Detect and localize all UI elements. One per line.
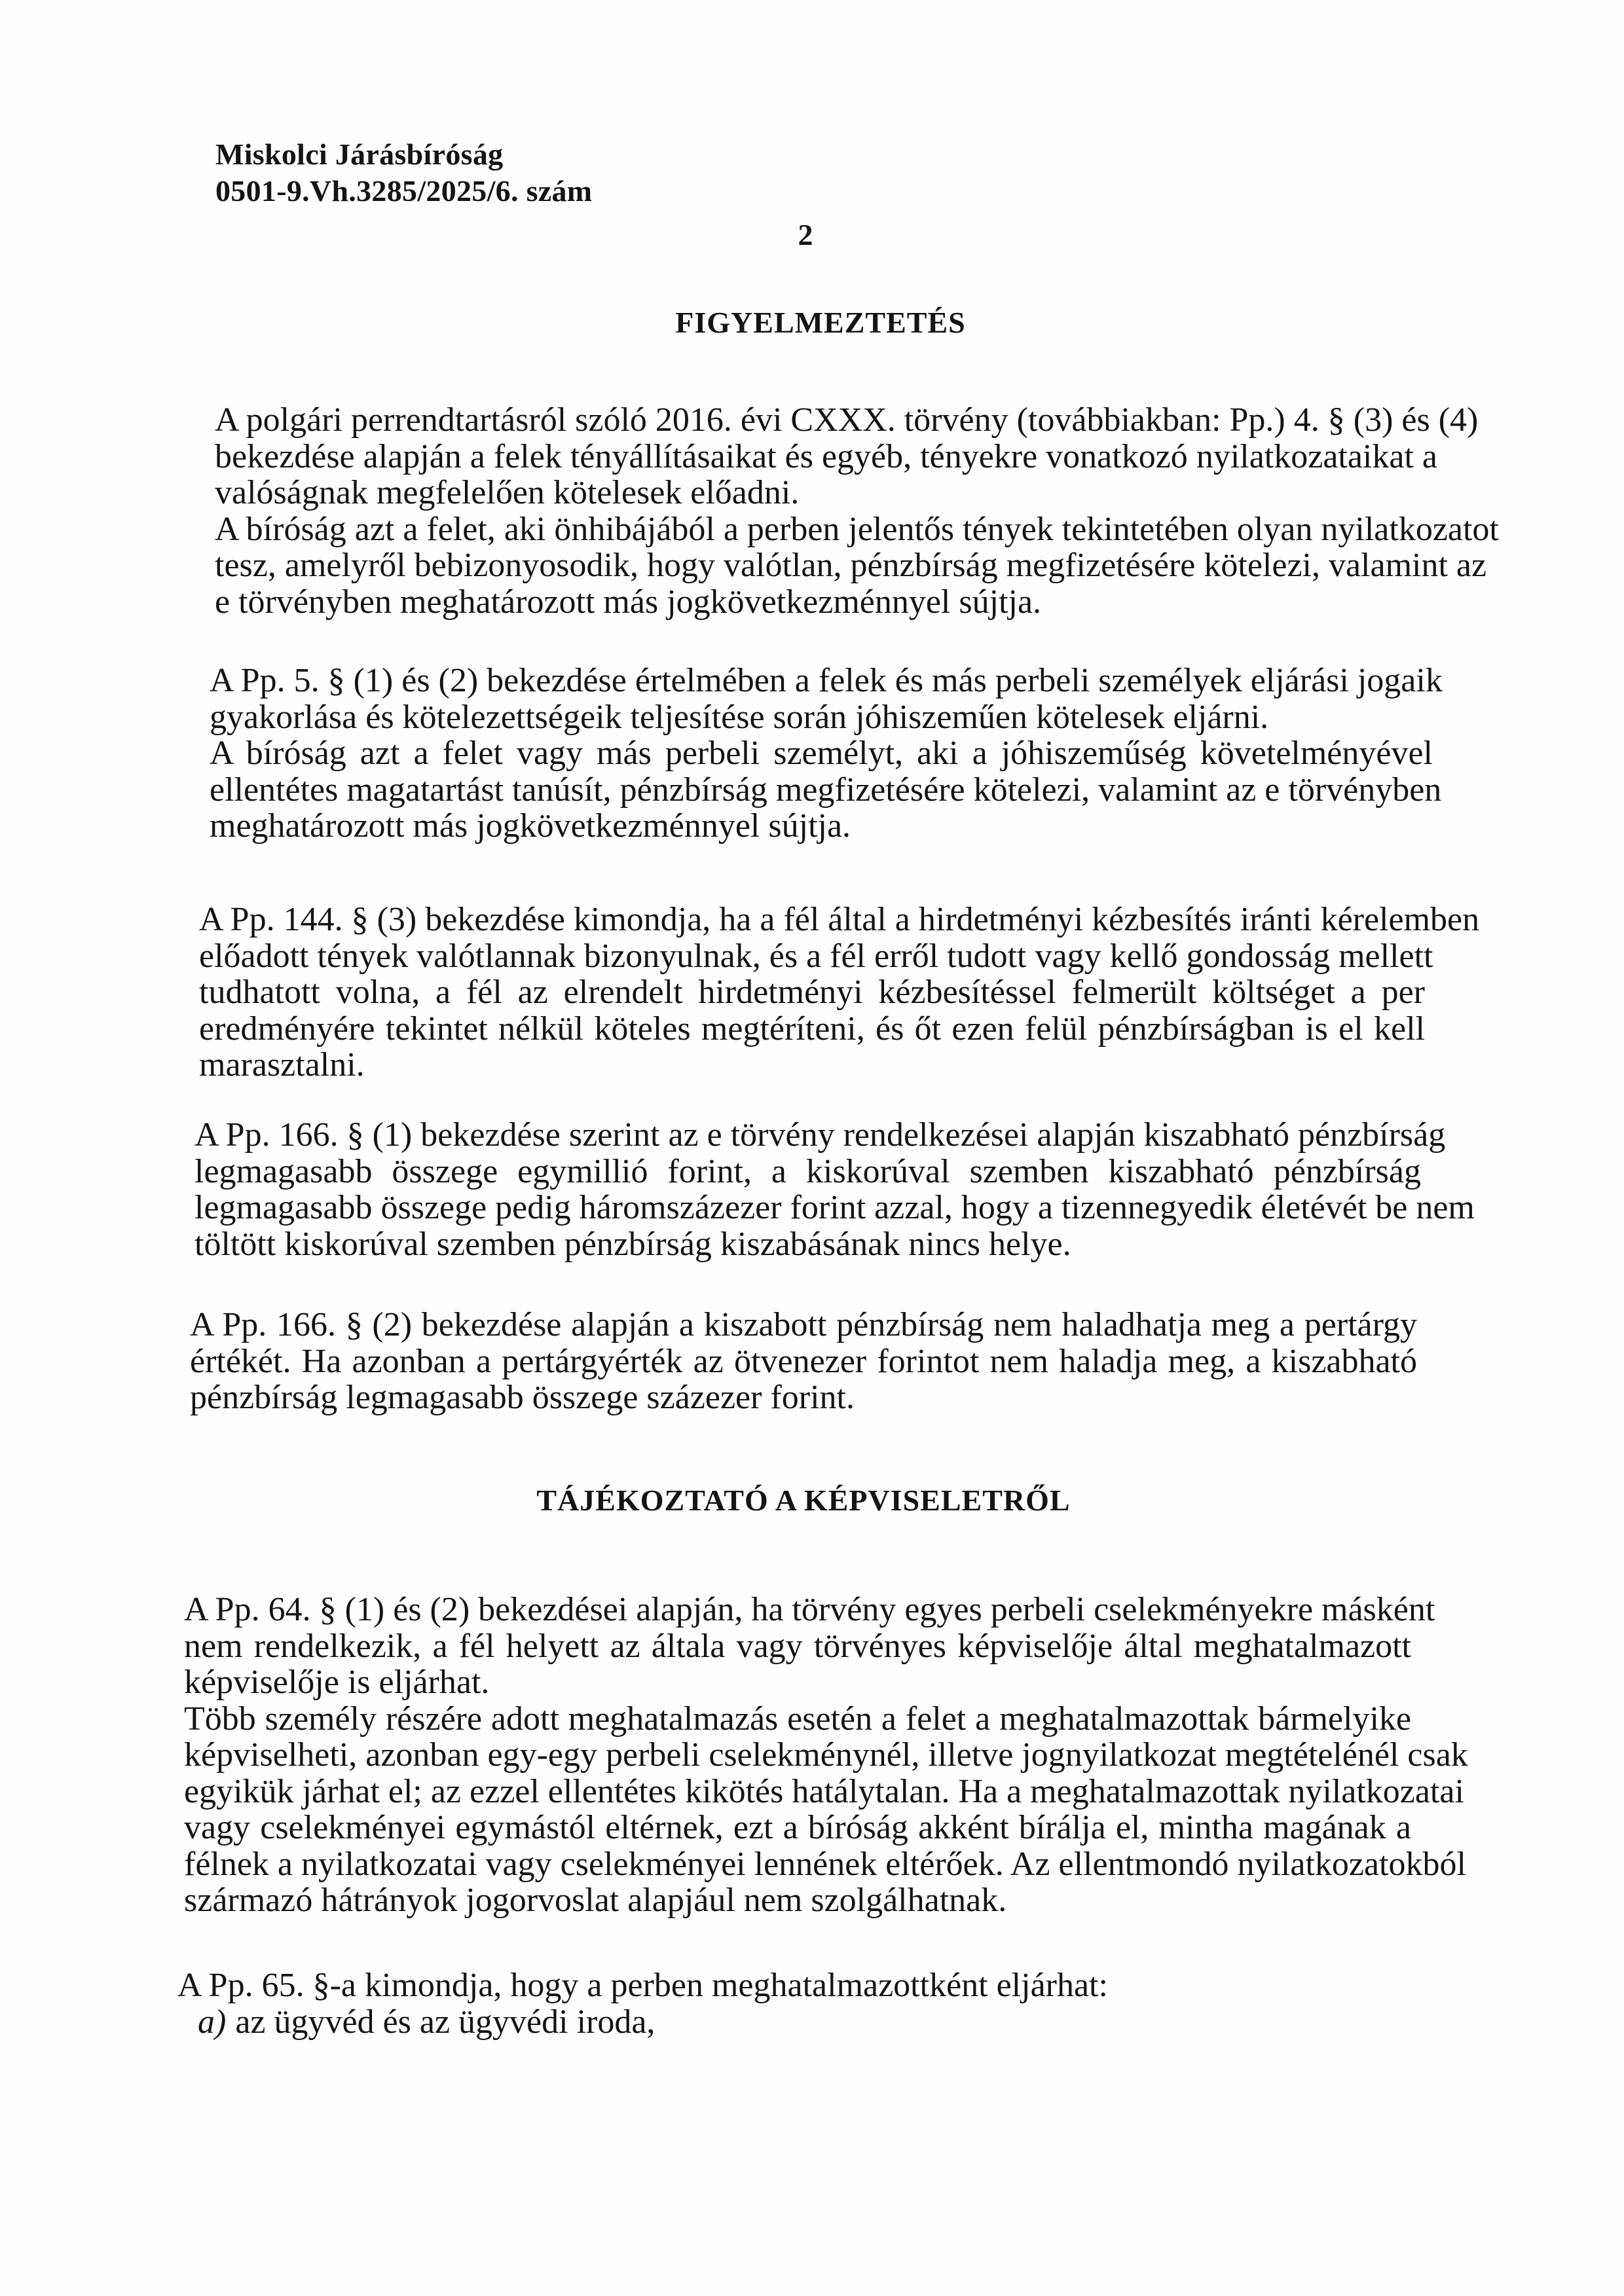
text-line: származó hátrányok jogorvoslat alapjául nem szolgálhatnak. xyxy=(184,1882,1007,1919)
text-line: A polgári perrendtartásról szóló 2016. évi CXXX. törvény (továbbiakban: Pp.) 4. § (3) és (4) xyxy=(215,401,1479,439)
paragraph-pp-5 xyxy=(210,662,1443,845)
list-item-text: az ügyvéd és az ügyvédi iroda, xyxy=(235,2003,655,2041)
text-line: tesz, amelyről bebizonyosodik, hogy valótlan, pénzbírság megfizetésére kötelezi, valamint az xyxy=(215,547,1487,584)
text-line: A bíróság azt a felet vagy más perbeli személyt, aki a jóhiszeműség követelményével xyxy=(210,735,1433,772)
text-line: A Pp. 65. §-a kimondja, hogy a perben meghatalmazottként eljárhat: xyxy=(177,1967,1108,2004)
text-line: nem rendelkezik, a fél helyett az általa vagy törvényes képviselője által meghatalmazott xyxy=(184,1627,1411,1665)
text-line: marasztalni. xyxy=(199,1046,365,1084)
section-title-warning: FIGYELMEZTETÉS xyxy=(675,306,966,339)
paragraph-pp-4 xyxy=(215,401,1499,621)
paragraph-pp-166-1 xyxy=(194,1116,1475,1263)
text-line: A Pp. 166. § (2) bekezdése alapján a kiszabott pénzbírság nem haladhatja meg a pertárgy xyxy=(190,1306,1417,1343)
text-line: előadott tények valótlannak bizonyulnak, és a fél erről tudott vagy kellő gondosság mellett xyxy=(199,937,1433,975)
text-line: pénzbírság legmagasabb összege százezer forint. xyxy=(190,1379,855,1416)
text-line: ellentétes magatartást tanúsít, pénzbírság megfizetésére kötelezi, valamint az e törvényben xyxy=(210,771,1442,809)
text-line: képviselője is eljárhat. xyxy=(184,1664,490,1701)
section-title-representation: TÁJÉKOZTATÓ A KÉPVISELETRŐL xyxy=(536,1484,1071,1517)
text-line: egyikük járhat el; az ezzel ellentétes kikötés hatálytalan. Ha a meghatalmazottak nyilatkozatai xyxy=(184,1772,1464,1810)
text-line: gyakorlása és kötelezettségeik teljesítése során jóhiszeműen kötelesek eljárni. xyxy=(210,698,1269,736)
text-line: A Pp. 5. § (1) és (2) bekezdése értelmében a felek és más perbeli személyek eljárási jogaik xyxy=(210,662,1443,699)
text-line: bekezdése alapján a felek tényállításaikat és egyéb, tényekre vonatkozó nyilatkozataikat a xyxy=(215,437,1437,475)
text-line: e törvényben meghatározott más jogkövetkezménnyel sújtja. xyxy=(215,583,1042,621)
text-line: A Pp. 166. § (1) bekezdése szerint az e törvény rendelkezései alapján kiszabható pénzbírság xyxy=(194,1116,1446,1154)
paragraph-pp-65 xyxy=(177,1967,1409,2040)
text-line: Több személy részére adott meghatalmazás esetén a felet a meghatalmazottak bármelyike xyxy=(184,1700,1411,1738)
paragraph-pp-166-2 xyxy=(190,1307,1417,1416)
text-line: A bíróság azt a felet, aki önhibájából a perben jelentős tények tekintetében olyan nyilatkozatot xyxy=(215,510,1499,548)
paragraph-pp-64 xyxy=(184,1591,1468,1919)
text-line: legmagasabb összege egymillió forint, a kiskorúval szemben kiszabható pénzbírság xyxy=(194,1152,1421,1190)
text-line: vagy cselekményei egymástól eltérnek, ezt a bíróság akként bírálja el, mintha magának a xyxy=(184,1809,1411,1846)
text-line: meghatározott más jogkövetkezménnyel sújtja. xyxy=(210,807,851,845)
list-item-label: a) xyxy=(198,2003,227,2041)
case-number: 0501-9.Vh.3285/2025/6. szám xyxy=(215,174,593,208)
court-name: Miskolci Járásbíróság xyxy=(215,137,504,171)
text-line: félnek a nyilatkozatai vagy cselekményei lennének eltérőek. Az ellentmondó nyilatkozatokból xyxy=(184,1845,1466,1883)
text-line: eredményére tekintet nélkül köteles megtéríteni, és őt ezen felül pénzbírságban is el kell xyxy=(199,1010,1425,1048)
text-line: tudhatott volna, a fél az elrendelt hirdetményi kézbesítéssel felmerült költséget a per xyxy=(199,974,1425,1011)
text-line: A Pp. 64. § (1) és (2) bekezdései alapján, ha törvény egyes perbeli cselekményekre másként xyxy=(184,1591,1435,1628)
page-number: 2 xyxy=(798,218,813,251)
text-line: A Pp. 144. § (3) bekezdése kimondja, ha a fél által a hirdetményi kézbesítés iránti kérelemben xyxy=(199,901,1480,938)
text-line: értékét. Ha azonban a pertárgyérték az ötvenezer forintot nem haladja meg, a kiszabható xyxy=(190,1342,1417,1380)
list-item xyxy=(177,2004,1409,2041)
text-line: valóságnak megfelelően kötelesek előadni. xyxy=(215,474,800,511)
text-line: legmagasabb összege pedig háromszázezer forint azzal, hogy a tizennegyedik életévét be nem xyxy=(194,1189,1475,1226)
paragraph-pp-144 xyxy=(199,901,1480,1084)
text-line: töltött kiskorúval szemben pénzbírság kiszabásának nincs helye. xyxy=(194,1225,1071,1263)
text-line: képviselheti, azonban egy-egy perbeli cselekménynél, illetve jognyilatkozat megtételénél csak xyxy=(184,1736,1468,1774)
